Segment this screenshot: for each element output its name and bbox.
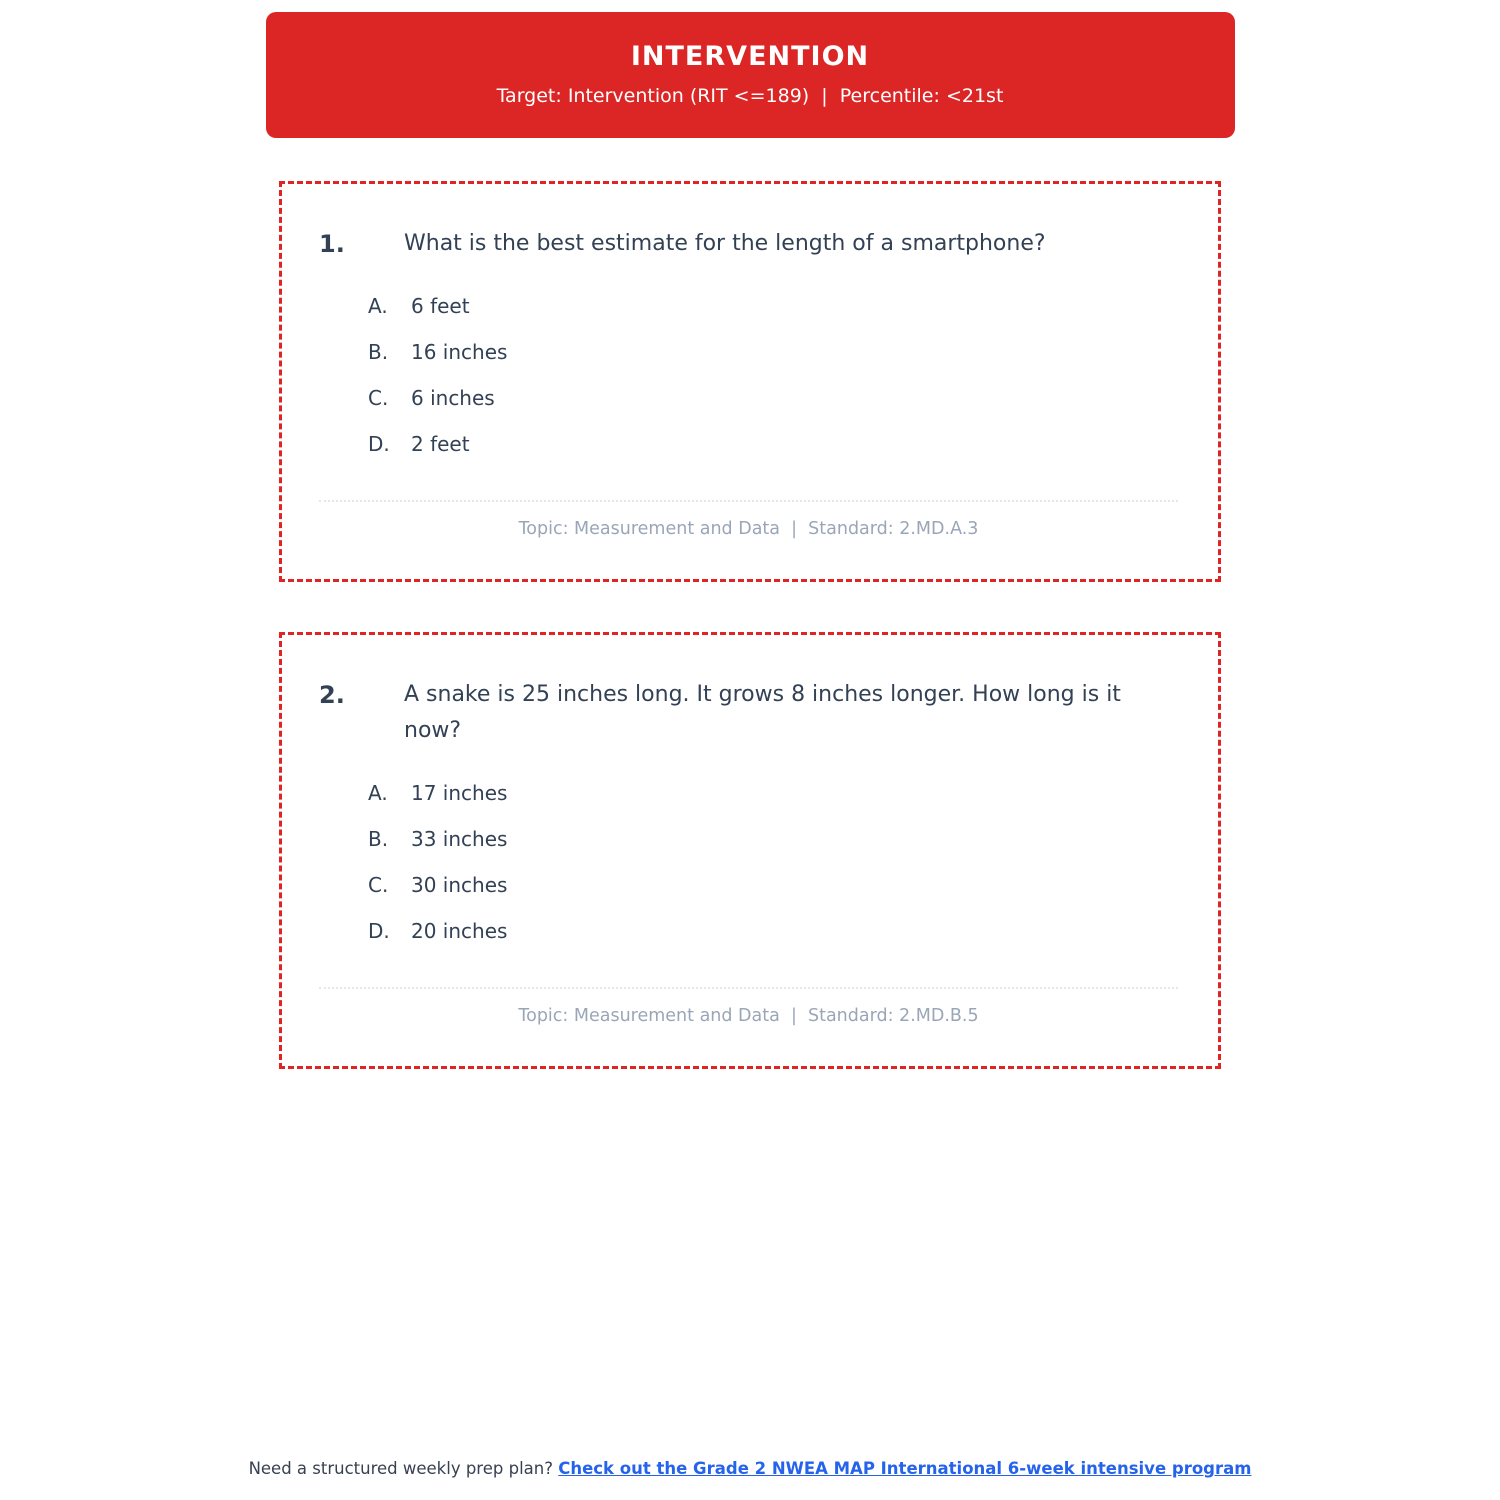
option-letter: D. — [368, 432, 390, 456]
answer-option-c — [368, 874, 1178, 897]
option-text: 33 inches — [411, 827, 508, 851]
question-number: 2. — [319, 681, 345, 709]
option-letter: B. — [368, 340, 389, 364]
option-letter: C. — [368, 386, 389, 410]
footer-prompt: Need a structured weekly prep plan? — [248, 1459, 559, 1478]
option-text: 20 inches — [411, 919, 508, 943]
banner-title: INTERVENTION — [630, 41, 870, 72]
answer-option-a — [368, 782, 1178, 805]
option-letter: A. — [368, 781, 388, 805]
option-text: 2 feet — [411, 432, 470, 456]
answer-option-b — [368, 341, 1178, 364]
option-text: 16 inches — [411, 340, 508, 364]
question-text: A snake is 25 inches long. It grows 8 inches longer. How long is it now? — [404, 682, 1121, 743]
question-meta: Topic: Measurement and Data | Standard: 2.MD.A.3 — [518, 519, 979, 539]
question-card-1 — [279, 181, 1221, 582]
option-letter: B. — [368, 827, 389, 851]
answer-option-d — [368, 433, 1178, 456]
page-footer — [0, 1459, 1500, 1478]
intervention-banner — [266, 12, 1235, 138]
answer-option-d — [368, 920, 1178, 943]
divider — [319, 500, 1178, 502]
option-text: 6 feet — [411, 294, 470, 318]
divider — [319, 987, 1178, 989]
option-letter: D. — [368, 919, 390, 943]
footer-link[interactable]: Check out the Grade 2 NWEA MAP International 6-week intensive program — [558, 1459, 1252, 1478]
answer-option-c — [368, 387, 1178, 410]
option-letter: C. — [368, 873, 389, 897]
question-number: 1. — [319, 230, 345, 258]
question-meta: Topic: Measurement and Data | Standard: 2.MD.B.5 — [518, 1006, 979, 1026]
option-text: 17 inches — [411, 781, 508, 805]
options-list — [368, 782, 1178, 943]
question-row — [319, 677, 1178, 749]
option-text: 30 inches — [411, 873, 508, 897]
question-card-2 — [279, 632, 1221, 1069]
question-row — [319, 226, 1178, 262]
answer-option-a — [368, 295, 1178, 318]
option-letter: A. — [368, 294, 388, 318]
option-text: 6 inches — [411, 386, 495, 410]
answer-option-b — [368, 828, 1178, 851]
options-list — [368, 295, 1178, 456]
question-text: What is the best estimate for the length of a smartphone? — [404, 231, 1046, 256]
banner-subtitle: Target: Intervention (RIT <=189) | Percentile: <21st — [496, 85, 1004, 107]
